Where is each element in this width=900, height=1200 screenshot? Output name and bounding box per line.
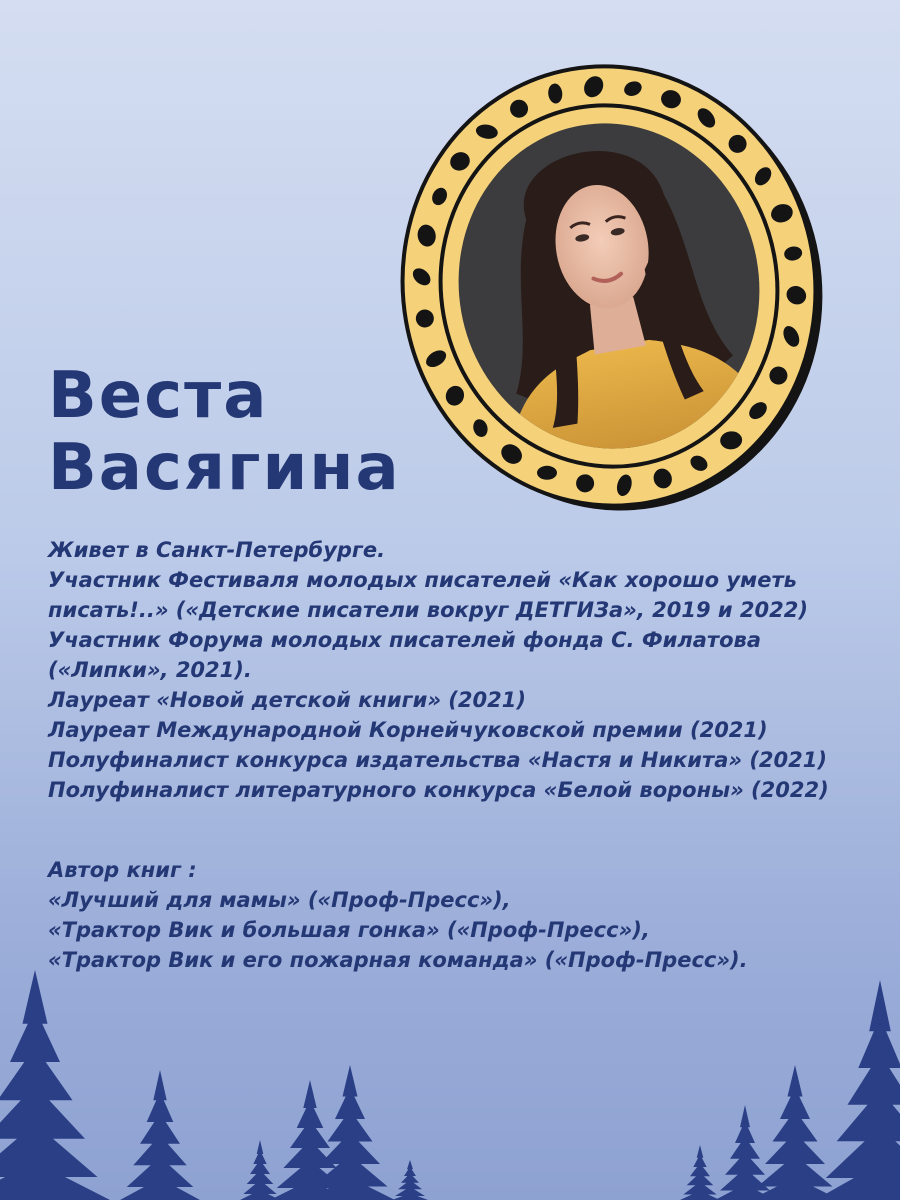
author-name — [48, 360, 401, 504]
biography — [48, 535, 878, 805]
book-list — [48, 855, 878, 975]
fir-tree-icon — [240, 1140, 280, 1200]
fir-tree-icon — [0, 970, 110, 1200]
fir-tree-icon — [815, 980, 900, 1200]
bio-line: Полуфиналист литературного конкурса «Белой вороны» (2022) — [48, 778, 829, 802]
book-item: «Лучший для мамы» («Проф-Пресс»), — [48, 888, 511, 912]
author-first-name: Веста — [48, 359, 269, 433]
author-last-name: Васягина — [48, 431, 401, 505]
bio-line: Живет в Санкт-Петербурге. — [48, 538, 386, 562]
bio-line: Участник Фестиваля молодых писателей «Как хорошо уметь — [48, 568, 797, 592]
fir-tree-forest-icon — [0, 960, 900, 1200]
framed-portrait-photo — [395, 50, 835, 520]
bio-line: Участник Форума молодых писателей фонда С. Филатова — [48, 628, 761, 652]
bio-line: Полуфиналист конкурса издательства «Настя и Никита» (2021) — [48, 748, 827, 772]
book-list-heading: Автор книг : — [48, 858, 197, 882]
fir-tree-icon — [392, 1160, 428, 1200]
bio-line: Лауреат «Новой детской книги» (2021) — [48, 688, 526, 712]
fir-tree-icon — [680, 1145, 720, 1200]
bio-line: Лауреат Международной Корнейчуковской премии (2021) — [48, 718, 768, 742]
book-item: «Трактор Вик и большая гонка» («Проф-Пресс»), — [48, 918, 650, 942]
bio-line: писать!..» («Детские писатели вокруг ДЕТГИЗа», 2019 и 2022) — [48, 598, 808, 622]
bio-line: («Липки», 2021). — [48, 658, 252, 682]
frame-dot — [537, 466, 557, 480]
book-item: «Трактор Вик и его пожарная команда» («Проф-Пресс»). — [48, 948, 748, 972]
fir-tree-icon — [750, 1065, 840, 1200]
fir-tree-icon — [120, 1070, 200, 1200]
